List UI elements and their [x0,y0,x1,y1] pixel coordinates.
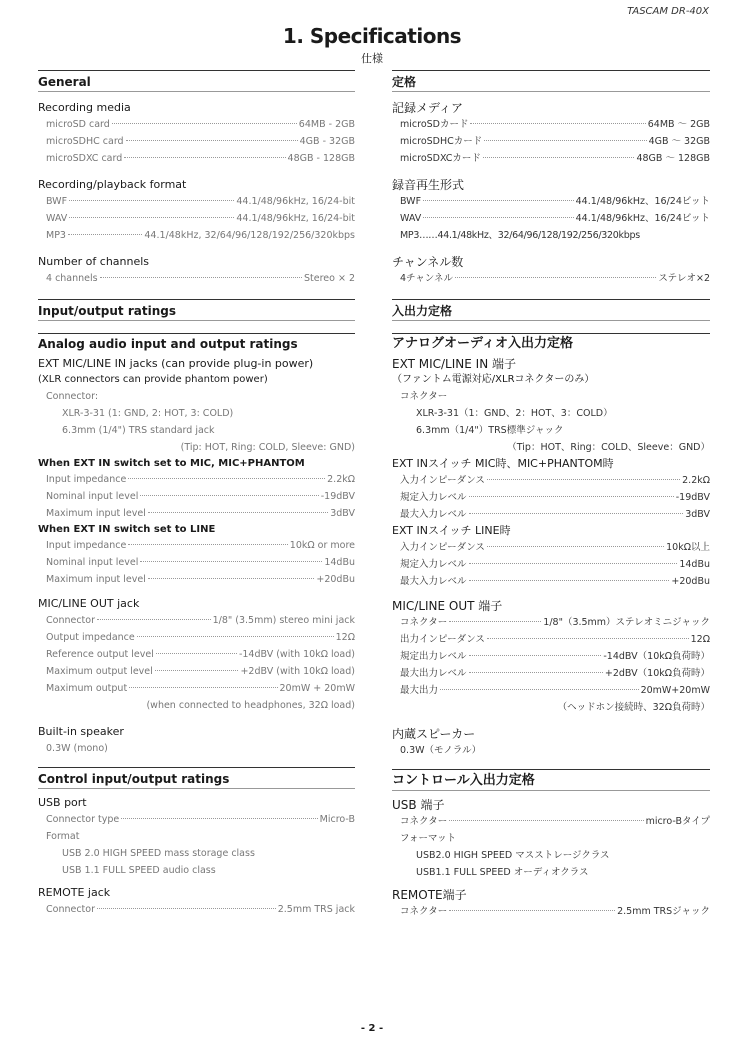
spec-row [46,646,355,663]
heading-mic-mode-jp: EXT INスイッチ MIC時、MIC+PHANTOM時 [392,457,614,470]
section-analog: Analog audio input and output ratings [38,333,355,352]
tip-text-jp: （Tip：HOT、Ring：COLD、Sleeve：GND） [507,442,710,453]
spec-row [46,612,355,629]
spec-row [400,150,710,167]
spec-row [46,227,355,244]
heading-usb-jp: USB 端子 [392,798,445,812]
spec-row [400,489,710,506]
dotted-leader [126,140,298,141]
spec-key: Input impedance [46,540,127,551]
usb-audio-class: USB 1.1 FULL SPEED audio class [62,865,216,876]
spec-row [400,573,710,590]
section-general: General [38,70,355,92]
spec-key: 4チャンネル [400,273,453,284]
section-control: Control input/output ratings [38,767,355,789]
spec-row [46,811,355,828]
heading-line-mode: When EXT IN switch set to LINE [38,524,216,535]
spec-key: Nominal input level [46,557,139,568]
trs-text-jp: 6.3mm（1/4"）TRS標準ジャック [416,425,564,436]
heading-line-mode-jp: EXT INスイッチ LINE時 [392,524,511,537]
spec-key: Maximum output level [46,666,153,677]
heading-speaker-jp: 内蔵スピーカー [392,727,476,741]
dotted-leader [484,140,646,141]
dotted-leader [469,655,602,656]
dotted-leader [470,123,645,124]
heading-channels-jp: チャンネル数 [392,255,464,269]
spec-value: 10kΩ or more [289,540,355,551]
spec-value: -19dBV [675,492,710,503]
spec-key: WAV [46,213,68,224]
english-column [38,70,355,918]
spec-value: 10kΩ以上 [666,542,710,553]
spec-value: -14dBV (with 10kΩ load) [238,649,355,660]
spec-key: microSDHC card [46,136,124,147]
spec-value: ステレオ×2 [658,273,710,284]
spec-value: 1/8"（3.5mm）ステレオミニジャック [543,617,710,628]
dotted-leader [469,513,684,514]
spec-value: -14dBV（10kΩ負荷時） [603,651,710,662]
spec-key: microSDカード [400,119,469,130]
spec-value: 44.1/48kHz, 32/64/96/128/192/256/320kbps [144,230,355,241]
heading-recording-format: Recording/playback format [38,178,187,191]
usb-mass-storage: USB 2.0 HIGH SPEED mass storage class [62,848,255,859]
spec-row [46,901,355,918]
dotted-leader [140,561,322,562]
dotted-leader [449,820,643,821]
spec-value: 64MB - 2GB [298,119,355,130]
spec-value: 44.1/48/96kHz, 16/24-bit [236,196,355,207]
spec-row [400,193,710,210]
spec-row [46,116,355,133]
spec-row [400,682,710,699]
heading-ext-in-note-jp: （ファントム電源対応/XLRコネクターのみ） [392,374,595,385]
spec-key: 規定入力レベル [400,492,467,503]
dotted-leader [455,277,656,278]
speaker-text: 0.3W (mono) [46,743,108,754]
japanese-column [392,70,710,920]
spec-value: Micro-B [319,814,355,825]
spec-value: 48GB - 128GB [287,153,355,164]
heading-remote-jp: REMOTE端子 [392,888,467,902]
dotted-leader [423,200,574,201]
connector-label: Connector: [46,391,99,402]
spec-value: Stereo × 2 [304,273,355,284]
spec-value: +2dBV (with 10kΩ load) [240,666,355,677]
spec-key: 出力インピーダンス [400,634,485,645]
spec-key: 規定出力レベル [400,651,467,662]
dotted-leader [112,123,297,124]
usb-audio-class-jp: USB1.1 FULL SPEED オーディオクラス [416,867,589,878]
spec-row [46,537,355,554]
heading-ext-in-jp: EXT MIC/LINE IN 端子 [392,357,516,371]
dotted-leader [69,217,234,218]
dotted-leader [487,546,664,547]
spec-key: Connector [46,615,95,626]
spec-row [400,270,710,287]
connector-label-jp: コネクター [400,391,448,402]
spec-value: 20mW + 20mW [279,683,355,694]
xlr-text-jp: XLR-3-31（1：GND、2：HOT、3：COLD） [416,408,613,419]
spec-key: Maximum input level [46,574,146,585]
spec-key: BWF [46,196,68,207]
spec-row [400,539,710,556]
spec-value: 4GB 〜 32GB [648,136,710,147]
spec-row [400,813,710,830]
heading-mic-mode: When EXT IN switch set to MIC, MIC+PHANTOM [38,458,305,469]
spec-row [46,210,355,227]
spec-row [400,556,710,573]
dotted-leader [69,200,234,201]
spec-row [400,665,710,682]
dotted-leader [483,157,635,158]
usb-mass-storage-jp: USB2.0 HIGH SPEED マスストレージクラス [416,850,610,861]
dotted-leader [449,621,541,622]
spec-row [400,903,710,920]
spec-row [46,663,355,680]
spec-key: Nominal input level [46,491,139,502]
dotted-leader [148,578,314,579]
spec-value: 2.5mm TRSジャック [617,906,710,917]
spec-row [46,488,355,505]
spec-key: コネクター [400,906,448,917]
dotted-leader [440,689,639,690]
spec-row [46,680,355,697]
heading-usb: USB port [38,796,87,809]
spec-value: 12Ω [690,634,710,645]
dotted-leader [124,157,285,158]
spec-key: Input impedance [46,474,127,485]
dotted-leader [487,638,689,639]
spec-value: 12Ω [335,632,355,643]
section-general-jp: 定格 [392,70,710,92]
heading-speaker: Built-in speaker [38,725,124,738]
spec-row [400,116,710,133]
dotted-leader [129,687,277,688]
spec-value: 3dBV [685,509,710,520]
dotted-leader [469,496,674,497]
spec-key: microSD card [46,119,110,130]
dotted-leader [469,672,603,673]
spec-value: 44.1/48/96kHz, 16/24-bit [236,213,355,224]
spec-row [46,571,355,588]
spec-value: -19dBV [320,491,355,502]
spec-key: Maximum input level [46,508,146,519]
spec-key: Output impedance [46,632,135,643]
spec-value: 3dBV [330,508,355,519]
dotted-leader [68,234,142,235]
spec-row [400,133,710,150]
spec-key: 4 channels [46,273,98,284]
spec-value: 2.5mm TRS jack [277,904,355,915]
brand-label: TASCAM DR-40X [627,6,709,17]
dotted-leader [128,478,325,479]
spec-row [46,270,355,287]
spec-row [400,648,710,665]
section-io: Input/output ratings [38,299,355,321]
spec-value: 1/8" (3.5mm) stereo mini jack [212,615,355,626]
spec-row [400,506,710,523]
spec-row [46,150,355,167]
spec-key: Connector type [46,814,120,825]
section-analog-jp: アナログオーディオ入出力定格 [392,333,710,352]
section-io-jp: 入出力定格 [392,299,710,321]
heading-recording-format-jp: 録音再生形式 [392,178,465,192]
dotted-leader [121,818,317,819]
dotted-leader [449,910,615,911]
spec-row [46,193,355,210]
spec-key: 入力インピーダンス [400,475,485,486]
spec-value: 4GB - 32GB [299,136,355,147]
heading-ext-in-note: (XLR connectors can provide phantom power) [38,374,268,385]
out-note-jp: （ヘッドホン接続時、32Ω負荷時） [557,702,710,713]
spec-key: Reference output level [46,649,154,660]
spec-value: 44.1/48/96kHz、16/24ビット [575,213,710,224]
speaker-text-jp: 0.3W（モノラル） [400,745,482,756]
spec-key: コネクター [400,816,448,827]
spec-key: 最大入力レベル [400,576,467,587]
trs-text: 6.3mm (1/4") TRS standard jack [62,425,215,436]
spec-key: WAV [400,213,422,224]
spec-key: microSDHCカード [400,136,483,147]
xlr-text: XLR-3-31 (1: GND, 2: HOT, 3: COLD) [62,408,234,419]
dotted-leader [155,670,239,671]
spec-row [46,133,355,150]
spec-value: 14dBu [679,559,710,570]
heading-ext-in: EXT MIC/LINE IN jacks (can provide plug-in power) [38,357,314,370]
spec-key: 規定入力レベル [400,559,467,570]
heading-recording-media: Recording media [38,101,131,114]
spec-key: Connector [46,904,95,915]
dotted-leader [140,495,318,496]
spec-key: 入力インピーダンス [400,542,485,553]
spec-value: micro-Bタイプ [645,816,710,827]
heading-remote: REMOTE jack [38,886,111,899]
page-subtitle: 仕様 [361,52,383,65]
spec-row [400,472,710,489]
spec-key: BWF [400,196,422,207]
dotted-leader [100,277,302,278]
dotted-leader [97,619,211,620]
dotted-leader [137,636,334,637]
spec-value: 2.2kΩ [327,474,355,485]
page-number: - 2 - [360,1023,384,1034]
heading-channels: Number of channels [38,255,150,268]
dotted-leader [128,544,287,545]
spec-key: 最大入力レベル [400,509,467,520]
spec-key: microSDXC card [46,153,123,164]
spec-row [400,631,710,648]
dotted-leader [97,908,276,909]
format-label-jp: フォーマット [400,833,457,844]
spec-row [46,471,355,488]
spec-value: +20dBu [316,574,355,585]
page-title: 1. Specifications [282,24,462,48]
spec-row [400,614,710,631]
spec-row [46,629,355,646]
spec-value: 48GB 〜 128GB [636,153,710,164]
dotted-leader [423,217,573,218]
heading-recording-media-jp: 記録メディア [392,101,464,115]
spec-key: コネクター [400,617,448,628]
spec-value: 44.1/48/96kHz、16/24ビット [575,196,710,207]
spec-row [46,505,355,522]
spec-value: 14dBu [324,557,355,568]
spec-key: MP3 [46,230,66,241]
format-label: Format [46,831,80,842]
dotted-leader [487,479,680,480]
heading-line-out-jp: MIC/LINE OUT 端子 [392,599,503,613]
dotted-leader [156,653,237,654]
spec-value: 2.2kΩ [682,475,710,486]
out-note: (when connected to headphones, 32Ω load) [146,700,355,711]
tip-text: (Tip: HOT, Ring: COLD, Sleeve: GND) [180,442,355,453]
spec-row [400,210,710,227]
mp3-text-jp: MP3……44.1/48kHz、32/64/96/128/192/256/320kbps [400,230,640,241]
dotted-leader [469,563,678,564]
dotted-leader [148,512,328,513]
spec-key: 最大出力 [400,685,439,696]
spec-value: 64MB 〜 2GB [647,119,710,130]
section-control-jp: コントロール入出力定格 [392,769,710,791]
spec-row [46,554,355,571]
dotted-leader [469,580,670,581]
spec-value: 20mW+20mW [640,685,710,696]
spec-value: +20dBu [671,576,710,587]
spec-key: Maximum output [46,683,128,694]
spec-value: +2dBV（10kΩ負荷時） [604,668,710,679]
spec-key: microSDXCカード [400,153,481,164]
heading-line-out: MIC/LINE OUT jack [38,597,140,610]
spec-key: 最大出力レベル [400,668,467,679]
